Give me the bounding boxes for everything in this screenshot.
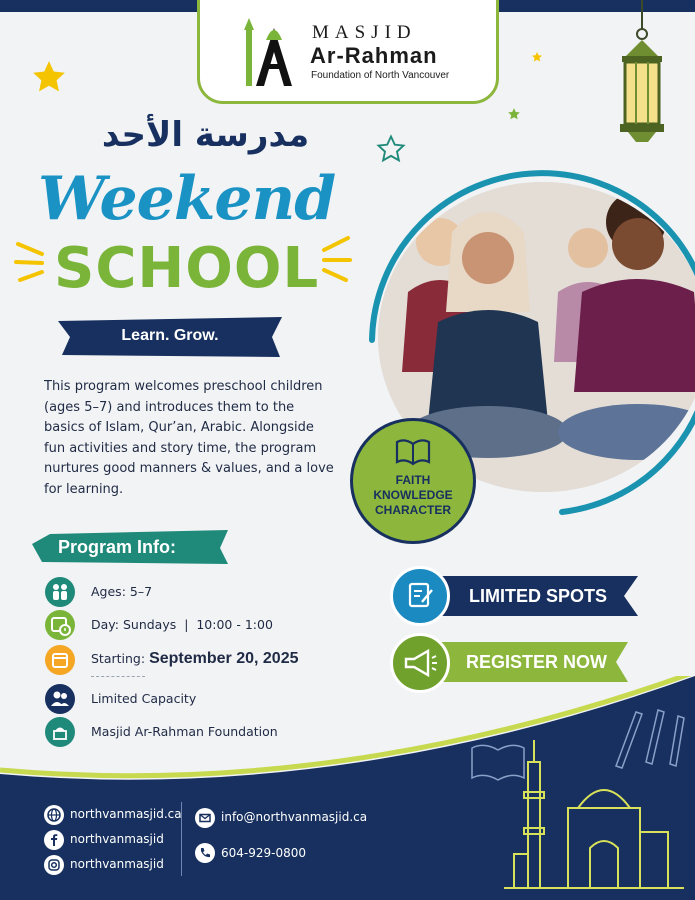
pencils-lineart-icon xyxy=(606,706,690,770)
capacity-label: Limited Capacity xyxy=(91,691,197,706)
small-star-icon xyxy=(507,107,521,121)
day-label: Day: Sundays | 10:00 - 1:00 xyxy=(91,617,273,632)
info-row-day xyxy=(45,610,345,640)
program-description: This program welcomes preschool children (ages 5–7) and introduces them to the basics of Islam, Qur’an, Arabic. Alongside fun activities and story time, the program nurtures good manners & values, and a love for learning. xyxy=(44,379,334,497)
sparkle-lines-icon xyxy=(14,236,50,286)
title-weekend: Weekend xyxy=(38,164,336,234)
calendar-clock-icon xyxy=(45,610,75,640)
arabic-title: مدرسة الأحد xyxy=(101,115,310,155)
clipboard-icon xyxy=(406,580,434,610)
facebook-icon xyxy=(44,830,64,850)
phone-icon xyxy=(195,843,215,863)
instagram-icon xyxy=(44,855,64,875)
calendar-icon xyxy=(45,645,75,675)
starting-prefix: Starting: xyxy=(91,651,146,666)
sparkle-lines-icon xyxy=(316,232,352,284)
badge-character: CHARACTER xyxy=(375,503,451,517)
title-school: SCHOOL xyxy=(54,236,320,301)
phone-number[interactable]: 604-929-0800 xyxy=(221,846,307,860)
badge-knowledge: KNOWLEDGE xyxy=(373,488,453,502)
tagline: Learn. Grow. xyxy=(121,327,219,344)
book-lineart-icon xyxy=(470,740,526,784)
info-row-starting xyxy=(45,645,345,675)
small-star-icon xyxy=(531,51,543,63)
website-link[interactable]: northvanmasjid.ca xyxy=(70,807,182,821)
footer-divider xyxy=(181,802,182,876)
program-info-heading: Program Info: xyxy=(58,537,177,557)
star-icon xyxy=(30,58,68,96)
register-now-label[interactable]: REGISTER NOW xyxy=(466,652,608,672)
logo-name-text: Ar-Rahman xyxy=(310,43,438,68)
family-icon xyxy=(45,577,75,607)
ages-label: Ages: 5–7 xyxy=(91,584,153,599)
logo-subtitle: Foundation of North Vancouver xyxy=(311,70,450,81)
open-book-icon xyxy=(395,438,431,466)
info-row-ages xyxy=(45,577,345,607)
foundation-label: Masjid Ar-Rahman Foundation xyxy=(91,724,278,739)
megaphone-icon[interactable] xyxy=(402,648,438,678)
starting-label xyxy=(91,650,298,668)
instagram-link[interactable]: northvanmasjid xyxy=(70,857,164,871)
badge-faith: FAITH xyxy=(395,473,431,487)
logo-masjid-text: MASJID xyxy=(312,22,417,43)
badge-text xyxy=(350,473,476,518)
email-icon xyxy=(195,808,215,828)
email-link[interactable]: info@northvanmasjid.ca xyxy=(221,810,368,824)
starting-date: September 20, 2025 xyxy=(149,650,299,667)
lantern-icon xyxy=(612,0,672,146)
globe-icon xyxy=(44,805,64,825)
masjid-logo-icon xyxy=(240,14,302,86)
limited-spots-label: LIMITED SPOTS xyxy=(469,586,608,606)
facebook-link[interactable]: northvanmasjid xyxy=(70,832,164,846)
